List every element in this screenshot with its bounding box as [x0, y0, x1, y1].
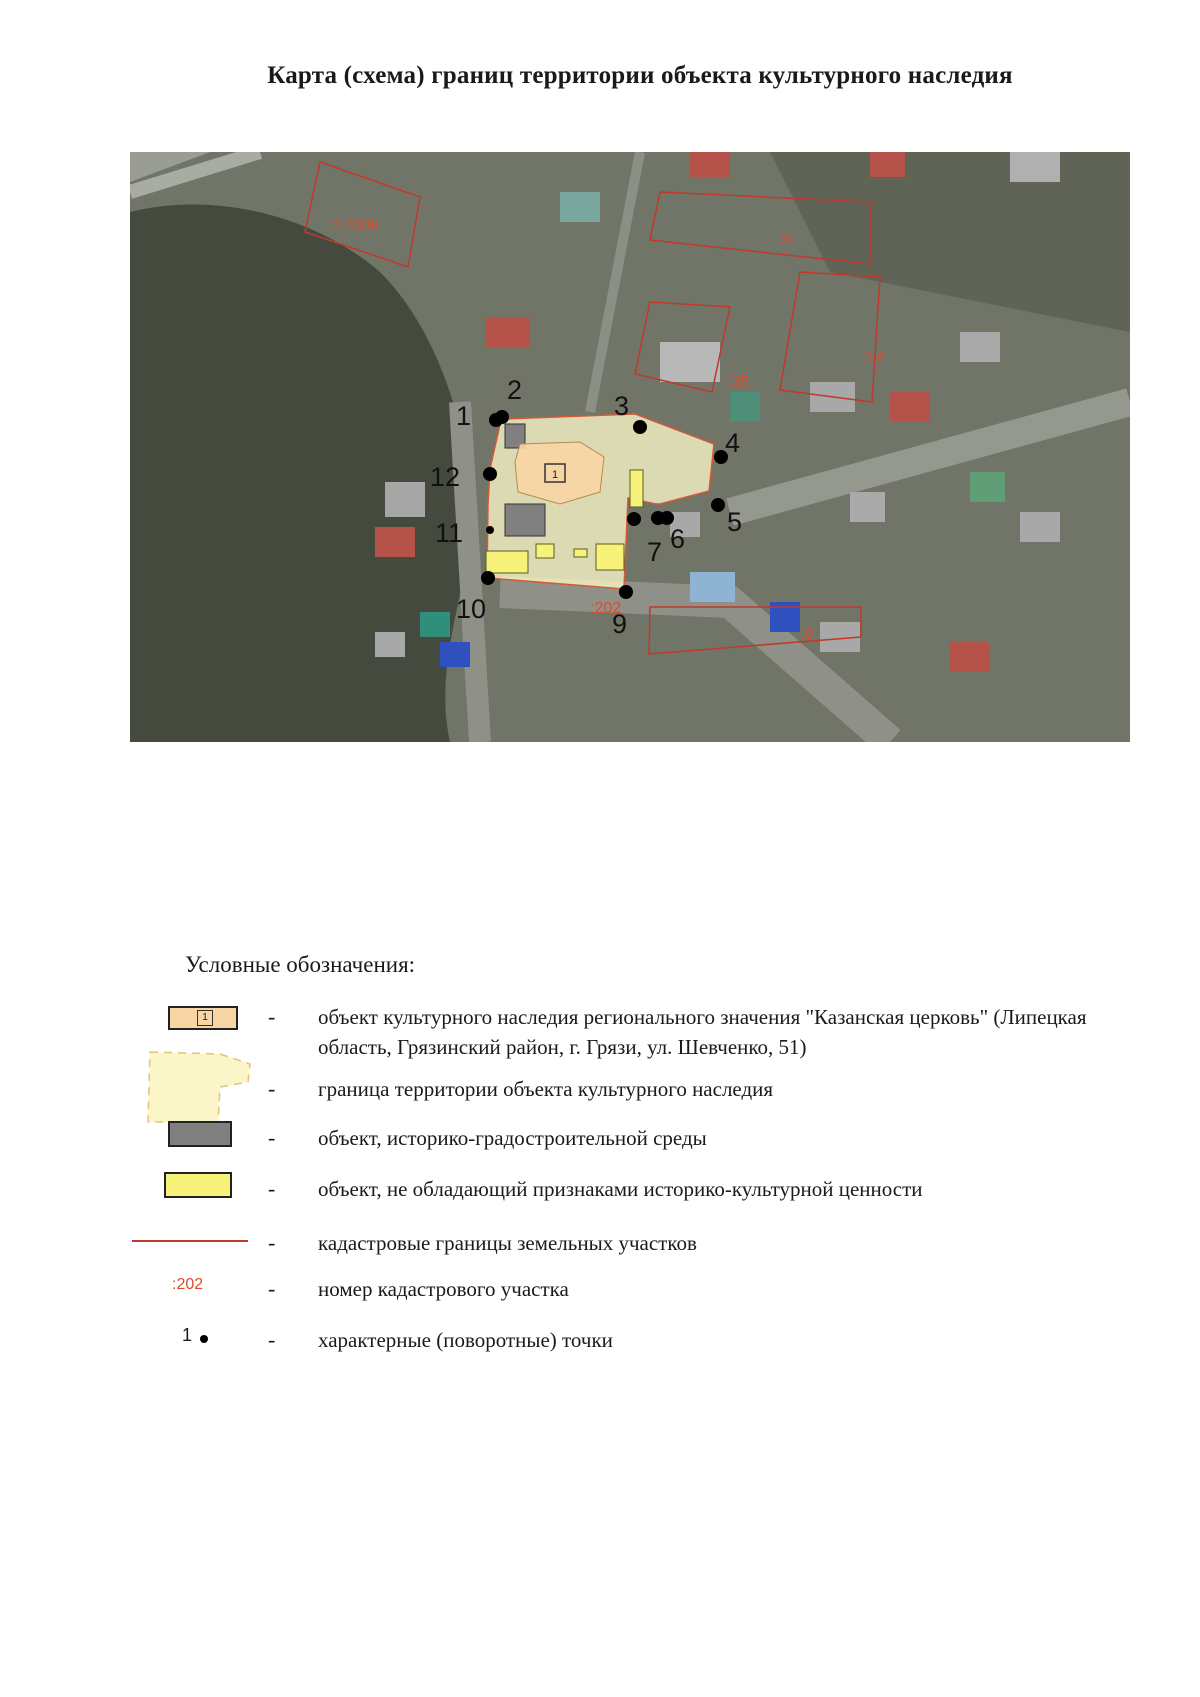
legend-dash: - — [268, 1276, 276, 1301]
point-label: 2 — [507, 375, 523, 405]
cadastral-line-symbol — [132, 1240, 248, 1242]
non-value-building — [486, 551, 528, 573]
legend-item-non-value — [120, 1172, 1120, 1212]
point-label: 9 — [612, 609, 628, 639]
cadastral-number: :14 — [862, 349, 885, 366]
cadastral-number-symbol: :202 — [172, 1276, 204, 1293]
legend-label: объект, не обладающий признаками историко-культурной ценности — [318, 1177, 923, 1201]
boundary-point — [651, 511, 665, 525]
legend-label: объект, историко-градостроительной среды — [318, 1126, 707, 1150]
point-label: 11 — [435, 518, 464, 548]
historic-building — [505, 504, 545, 536]
boundary-point — [633, 420, 647, 434]
aerial-map — [130, 152, 1130, 742]
point-label: 1 — [456, 401, 472, 431]
non-value-building — [536, 544, 554, 558]
cadastral-number: :6 — [780, 231, 794, 248]
boundary-point — [495, 410, 509, 424]
non-value-building — [630, 470, 643, 507]
legend-item-points — [120, 1323, 1120, 1363]
legend-label: граница территории объекта культурного наследия — [318, 1077, 774, 1101]
cadastral-number: :17008 — [330, 217, 379, 234]
page-title: Карта (схема) границ территории объекта культурного наследия — [267, 62, 1013, 89]
legend-item-cadastral-line — [120, 1226, 1120, 1266]
point-label: 10 — [456, 594, 487, 624]
legend-dash: - — [268, 1125, 276, 1150]
cadastral-number: :202 — [590, 600, 622, 617]
point-symbol-number: 1 — [182, 1325, 193, 1345]
point-label: 12 — [430, 462, 461, 492]
non-value-symbol — [164, 1172, 232, 1198]
legend-label: характерные (поворотные) точки — [318, 1328, 613, 1352]
legend-item-historic — [120, 1121, 1120, 1161]
legend-dash: - — [268, 1076, 276, 1101]
legend-label: объект культурного наследия регионального значения "Казанская церковь" (Липецкая область, Грязинский район, г. Грязи, ул. Шевченко, 51) — [318, 1005, 1087, 1059]
boundary-point — [481, 571, 495, 585]
legend-dash: - — [268, 1176, 276, 1201]
heritage-symbol-marker: 1 — [197, 1010, 213, 1026]
territory-symbol — [120, 1042, 270, 1132]
point-symbol-dot — [200, 1335, 208, 1343]
non-value-building — [596, 544, 624, 570]
heritage-symbol — [168, 1006, 238, 1030]
legend-dash: - — [268, 1230, 276, 1255]
point-label: 6 — [670, 524, 686, 554]
boundary-point — [627, 512, 641, 526]
point-label: 5 — [727, 507, 743, 537]
legend-label: номер кадастрового участка — [318, 1277, 569, 1301]
legend-dash: - — [268, 1004, 276, 1029]
boundary-point — [711, 498, 725, 512]
point-label: 7 — [647, 537, 663, 567]
legend-title: Условные обозначения: — [185, 952, 416, 977]
legend-label: кадастровые границы земельных участков — [318, 1231, 697, 1255]
legend-item-cadastral-number — [120, 1272, 1120, 1312]
heritage-object-label: 1 — [551, 469, 559, 481]
historic-symbol — [168, 1121, 232, 1147]
boundary-point — [483, 467, 497, 481]
point-label: 4 — [725, 428, 741, 458]
legend-dash: - — [268, 1327, 276, 1352]
non-value-building — [574, 549, 587, 557]
boundary-point — [486, 526, 494, 534]
boundary-point — [619, 585, 633, 599]
point-label: 3 — [614, 391, 630, 421]
cadastral-number: :35 — [727, 374, 750, 391]
legend-item-territory — [120, 1072, 1120, 1122]
cadastral-number: :9 — [800, 626, 814, 643]
legend-item-heritage — [120, 1000, 1120, 1060]
